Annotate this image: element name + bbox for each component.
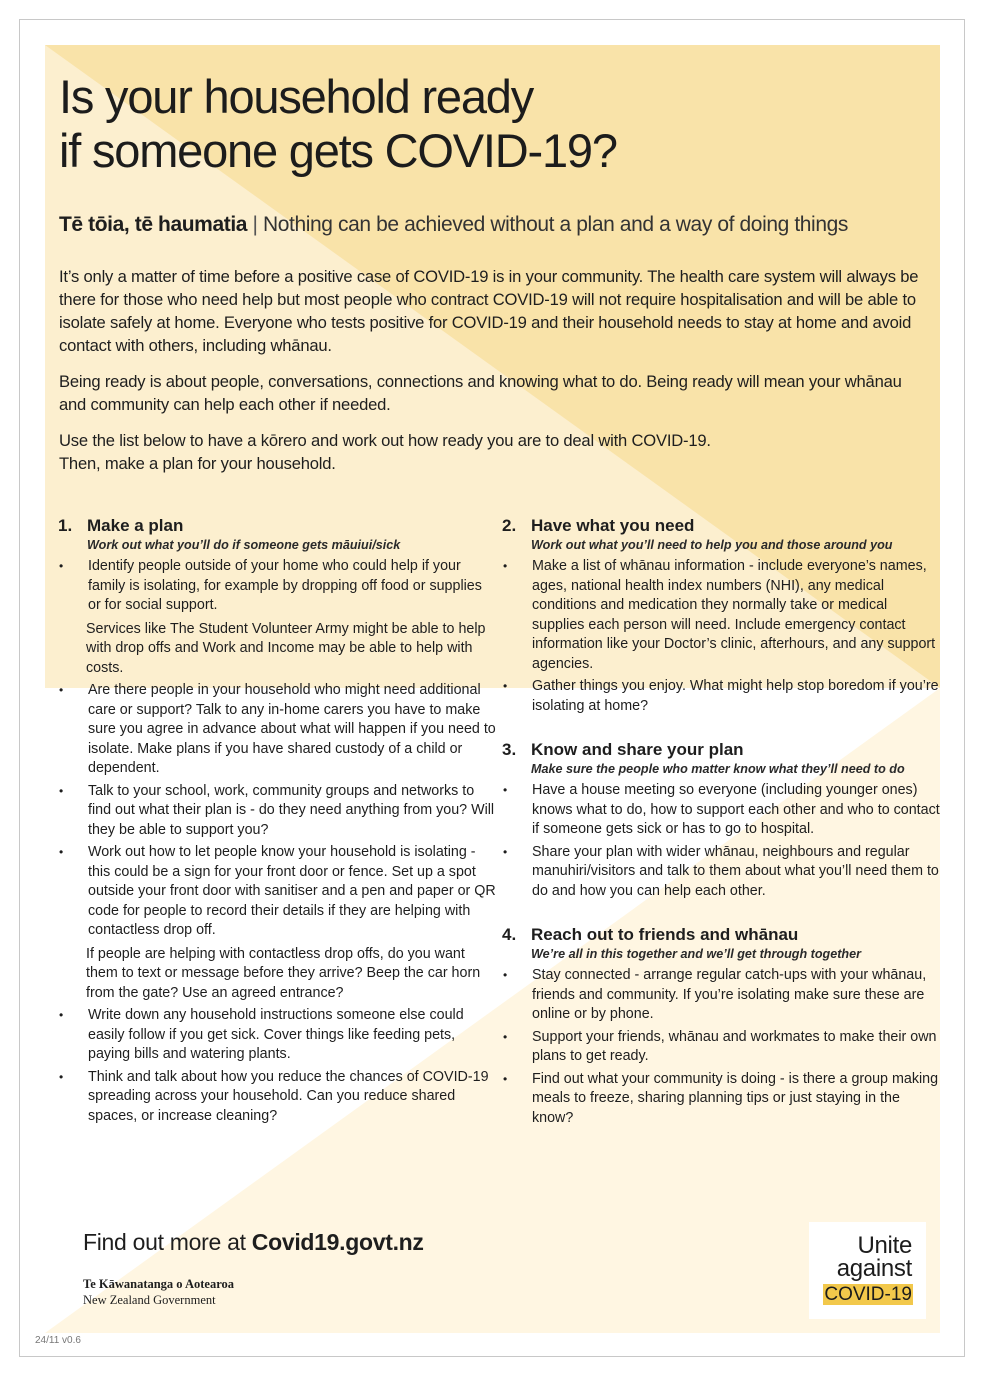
section-heading [502, 516, 942, 536]
gov-name-maori: Te Kāwanatanga o Aotearoa [83, 1277, 235, 1291]
intro-paragraph: It’s only a matter of time before a positive case of COVID-19 is in your community. The health care system will always be there for those who need help but most people who contract COVID-19 will not require hospitalisation and will be able to isolate safely at home. Everyone who tests positive for COVID-19 and their household needs to stay at home and avoid contact with others, including whānau. [59, 267, 919, 355]
list-item-text: Support your friends, whānau and workmates to make their own plans to get ready. [532, 1028, 937, 1064]
gov-name-english: New Zealand Government [83, 1293, 216, 1307]
intro-paragraph-line: Use the list below to have a kōrero and work out how ready you are to deal with COVID-19. [59, 431, 711, 450]
whakatauki-separator: | [252, 213, 258, 236]
whakatauki-maori: Tē tōia, tē haumatia [59, 213, 248, 236]
list-item-text: Share your plan with wider whānau, neighbours and regular manuhiri/visitors and talk to them about what you’ll need them to do and how you can help each other. [532, 843, 939, 899]
list-item [58, 782, 498, 841]
section-know-and-share [502, 740, 942, 901]
section-number: 4. [502, 925, 517, 944]
bullet-icon: • [503, 1029, 508, 1044]
list-item-text: Work out how to let people know your household is isolating - this could be a sign for your front door or fence. Set up a spot outside your front door with sanitiser and a pen and paper or QR code for people to record their details if they are helping with contactless drop off. [88, 844, 496, 938]
bullet-icon: • [59, 783, 64, 798]
find-out-more [83, 1229, 424, 1256]
list-item [58, 681, 498, 779]
intro-paragraph: Being ready is about people, conversations, connections and knowing what to do. Being ready will mean your whānau and community can help each other if needed. [59, 372, 902, 414]
bullet-icon: • [503, 1071, 508, 1086]
section-subtitle: Make sure the people who matter know what they’ll need to do [531, 762, 905, 776]
list-item-text: Gather things you enjoy. What might help stop boredom if you’re isolating at home? [532, 678, 939, 714]
section-make-a-plan [58, 516, 498, 1126]
section-title: Know and share your plan [531, 740, 744, 759]
bullet-icon: • [59, 845, 64, 859]
list-item [502, 1028, 942, 1067]
find-out-more-prefix: Find out more at [83, 1229, 252, 1255]
section-subtitle: Work out what you’ll need to help you and those around you [531, 538, 893, 552]
section-subtitle: We’re all in this together and we’ll get through together [531, 947, 862, 961]
section-number: 1. [58, 516, 73, 535]
section-reach-out [502, 925, 942, 1128]
list-item-text: Identify people outside of your home who could help if your family is isolating, for example by dropping off food or supplies or for social support. [88, 558, 482, 613]
bullet-icon: • [59, 559, 64, 573]
whakatauki [59, 213, 848, 237]
list-item-text: Are there people in your household who might need additional care or support? Talk to any in-home carers you have to make sure you agree in advance about what will happen if you need to isolate. Make plans if you have shared custody of a child or dependent. [88, 682, 496, 776]
page-title [59, 70, 617, 178]
section-heading [58, 516, 498, 536]
right-column [502, 516, 942, 1152]
list-item-text: Stay connected - arrange regular catch-ups with your whānau, friends and community. If you’re isolating make sure these are online or by phone. [532, 967, 927, 1022]
logo-line-1: Unite [857, 1232, 912, 1259]
list-item [502, 966, 942, 1025]
whakatauki-english: Nothing can be achieved without a plan and a way of doing things [262, 213, 848, 236]
list-item [502, 557, 942, 674]
intro [59, 265, 929, 475]
list-item-text: Think and talk about how you reduce the chances of COVID-19 spreading across your household. Can you reduce shared spaces, or increase cleaning? [88, 1068, 489, 1124]
list-item [58, 1006, 498, 1065]
title-line-1: Is your household ready [59, 70, 534, 123]
section-have-what-you-need [502, 516, 942, 716]
section-title: Make a plan [87, 516, 184, 535]
section-heading [502, 925, 942, 945]
bullet-icon: • [59, 1008, 64, 1022]
list-item [502, 677, 942, 716]
list-item [502, 781, 942, 840]
section-subtitle: Work out what you’ll do if someone gets māuiui/sick [87, 538, 401, 552]
list-item [502, 1070, 942, 1129]
list-item-text: Find out what your community is doing - is there a group making meals to freeze, sharing planning tips or just staying in the know? [532, 1070, 939, 1126]
version-label: 24/11 v0.6 [35, 1335, 81, 1346]
bullet-icon: • [503, 968, 508, 982]
list-item [502, 843, 942, 902]
bullet-icon: • [59, 683, 64, 697]
left-column [58, 516, 498, 1150]
list-item-text: Have a house meeting so everyone (including younger ones) knows what to do, how to support each other and who to contact if someone gets sick or has to go to hospital. [532, 782, 940, 837]
bullet-icon: • [503, 783, 508, 797]
section-heading [502, 740, 942, 760]
list-item [58, 1068, 498, 1127]
section-title: Have what you need [531, 516, 695, 535]
section-number: 3. [502, 740, 517, 759]
list-item-text: Write down any household instructions someone else could easily follow if you get sick. Cover things like feeding pets, paying bills and watering plants. [88, 1007, 464, 1062]
bullet-icon: • [59, 1069, 64, 1084]
logo-line-3: COVID-19 [824, 1284, 912, 1305]
unite-against-covid-logo [809, 1222, 926, 1319]
bullet-icon: • [503, 844, 508, 859]
list-item-text: Make a list of whānau information - include everyone’s names, ages, national health index numbers (NHI), any medical conditions and medication they normally take or medical supplies each person will need. Include emergency contact information like your Doctor’s clinic, afterhours, and any support agencies. [532, 558, 936, 672]
website-link[interactable]: Covid19.govt.nz [251, 1229, 424, 1255]
bullet-icon: • [503, 679, 508, 693]
list-item [58, 557, 498, 616]
bullet-icon: • [503, 559, 508, 573]
title-line-2: if someone gets COVID-19? [59, 124, 617, 177]
intro-paragraph [59, 429, 929, 475]
section-title: Reach out to friends and whānau [531, 925, 799, 944]
section-number: 2. [502, 516, 517, 535]
intro-last-line: Then, make a plan for your household. [59, 454, 336, 473]
list-item-text: Talk to your school, work, community groups and networks to find out what their plan is - do they need anything from you? Will they be able to support you? [88, 782, 495, 838]
logo-line-2: against [836, 1255, 912, 1282]
list-item-note: If people are helping with contactless drop offs, do you want them to text or message before they arrive? Beep the car horn from the gate? Use an agreed entrance? [86, 945, 481, 1001]
list-item [58, 843, 498, 941]
list-item-note: Services like The Student Volunteer Army might be able to help with drop offs and Work and Income may be able to help with costs. [86, 620, 486, 676]
